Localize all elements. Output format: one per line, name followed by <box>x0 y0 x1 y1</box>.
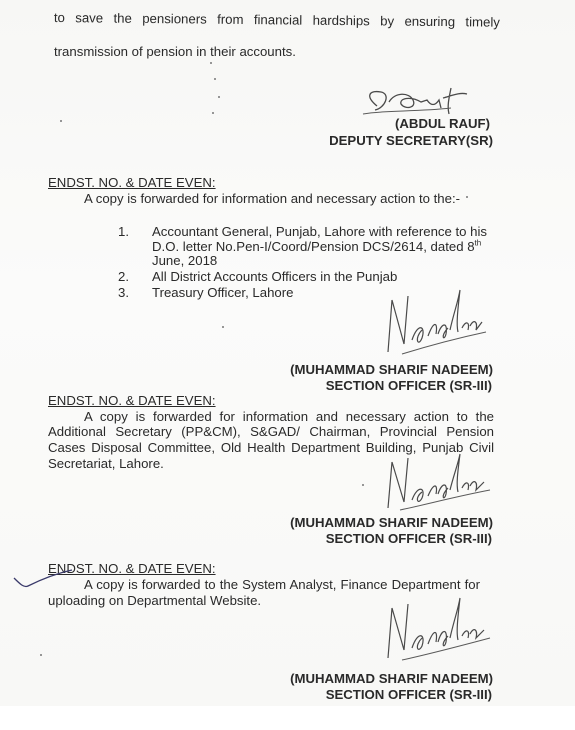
endorsement-3-line-1: A copy is forwarded to the System Analyst, Finance Department for <box>84 577 480 592</box>
endorsement-2-line-2: Additional Secretary (PP&CM), S&GAD/ Chairman, Provincial Pension <box>48 424 494 439</box>
endorsement-2-line-4: Secretariat, Lahore. <box>48 456 164 471</box>
endorsement-2-line-3: Cases Disposal Committee, Old Health Department Building, Punjab Civil <box>48 440 494 455</box>
endorsement-2-heading: ENDST. NO. & DATE EVEN: <box>48 393 216 408</box>
signatory-1-title: DEPUTY SECRETARY(SR) <box>329 133 493 148</box>
intro-line-2: transmission of pension in their accounts. <box>54 44 296 59</box>
scan-speck <box>210 62 212 64</box>
endorsement-3-signatory-title: SECTION OFFICER (SR-III) <box>325 687 492 702</box>
signature-nadeem-3 <box>380 592 492 664</box>
signatory-1-name: (ABDUL RAUF) <box>395 116 490 131</box>
endorsement-1-item-2-text: All District Accounts Officers in the Punjab <box>152 269 398 284</box>
endorsement-1-heading: ENDST. NO. & DATE EVEN: <box>48 175 216 190</box>
endorsement-2-line-1: A copy is forwarded for information and necessary action to the <box>84 409 494 424</box>
scan-speck <box>60 120 62 122</box>
endorsement-1-item-2-number: 2. <box>118 269 129 284</box>
page-bottom-margin <box>0 706 575 730</box>
scan-speck <box>466 196 468 198</box>
endorsement-3-heading: ENDST. NO. & DATE EVEN: <box>48 561 216 576</box>
signature-nadeem-2 <box>380 448 492 514</box>
endorsement-1-item-1-line-1: Accountant General, Punjab, Lahore with reference to his <box>152 224 488 239</box>
signature-nadeem-1 <box>378 282 488 358</box>
scan-speck <box>214 78 216 80</box>
scan-speck <box>362 484 364 486</box>
endorsement-1-signatory-name: (MUHAMMAD SHARIF NADEEM) <box>290 362 493 377</box>
endorsement-3-line-2: uploading on Departmental Website. <box>48 593 262 608</box>
endorsement-1-item-1-line-3: June, 2018 <box>152 253 218 268</box>
endorsement-1-item-1-number: 1. <box>118 224 129 239</box>
scan-speck <box>218 96 220 98</box>
endorsement-2-signatory-title: SECTION OFFICER (SR-III) <box>325 531 492 546</box>
ordinal-superscript: th <box>474 238 482 248</box>
endorsement-1-item-3-number: 3. <box>118 285 129 300</box>
scan-speck <box>212 112 214 114</box>
endorsement-1-item-1-line-2: D.O. letter No.Pen-I/Coord/Pension DCS/2614, dated 8th <box>152 238 482 254</box>
endorsement-1-signatory-title: SECTION OFFICER (SR-III) <box>325 378 492 393</box>
intro-line-1: to save the pensioners from financial hardships by ensuring timely <box>53 10 500 30</box>
endorsement-3-signatory-name: (MUHAMMAD SHARIF NADEEM) <box>290 671 493 686</box>
endorsement-1-item-3-text: Treasury Officer, Lahore <box>152 285 294 300</box>
scan-speck <box>222 326 224 328</box>
endorsement-1-text: A copy is forwarded for information and necessary action to the:- <box>84 191 461 206</box>
scan-speck <box>40 654 42 656</box>
endorsement-2-signatory-name: (MUHAMMAD SHARIF NADEEM) <box>290 515 493 530</box>
